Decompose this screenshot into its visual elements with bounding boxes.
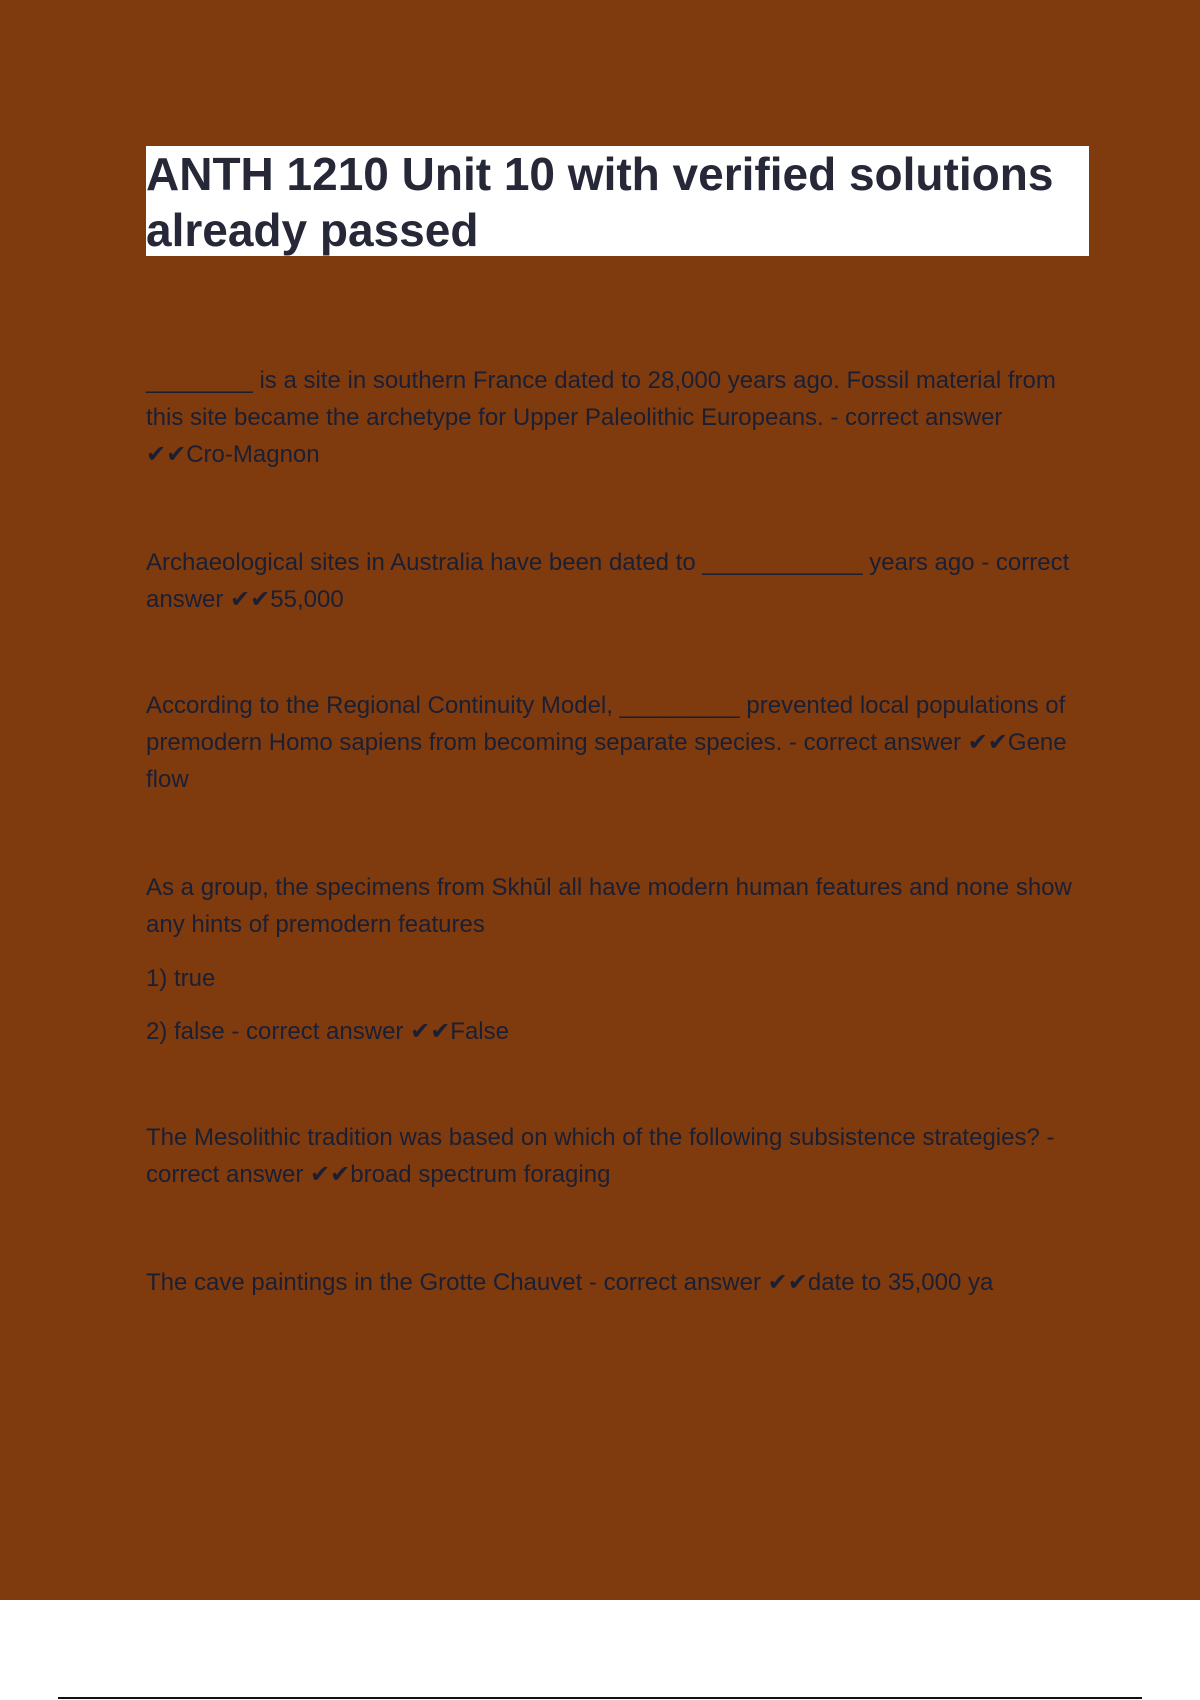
- question-cro-magnon: ________ is a site in southern France dated to 28,000 years ago. Fossil material from this site became the archetype for Upper Paleolithic Europeans. - correct answer ✔✔Cro-Magnon: [146, 367, 1056, 468]
- question-australia-sites: Archaeological sites in Australia have been dated to ____________ years ago - correct answer ✔✔55,000: [146, 549, 1070, 613]
- option-true: 1) true: [146, 965, 216, 992]
- question-skhul: As a group, the specimens from Skhūl all have modern human features and none show any hints of premodern features: [146, 874, 1072, 938]
- title-box: [146, 146, 1089, 256]
- question-regional-continuity: According to the Regional Continuity Model, _________ prevented local populations of premodern Homo sapiens from becoming separate species. - correct answer ✔✔Gene flow: [146, 692, 1067, 793]
- footer-divider: [58, 1697, 1142, 1699]
- question-grotte-chauvet: The cave paintings in the Grotte Chauvet - correct answer ✔✔date to 35,000 ya: [146, 1269, 994, 1296]
- option-false-answer: 2) false - correct answer ✔✔False: [146, 1018, 509, 1045]
- question-mesolithic: The Mesolithic tradition was based on which of the following subsistence strategies? - correct answer ✔✔broad spectrum foraging: [146, 1124, 1055, 1188]
- document-title: ANTH 1210 Unit 10 with verified solutions already passed: [146, 148, 1054, 256]
